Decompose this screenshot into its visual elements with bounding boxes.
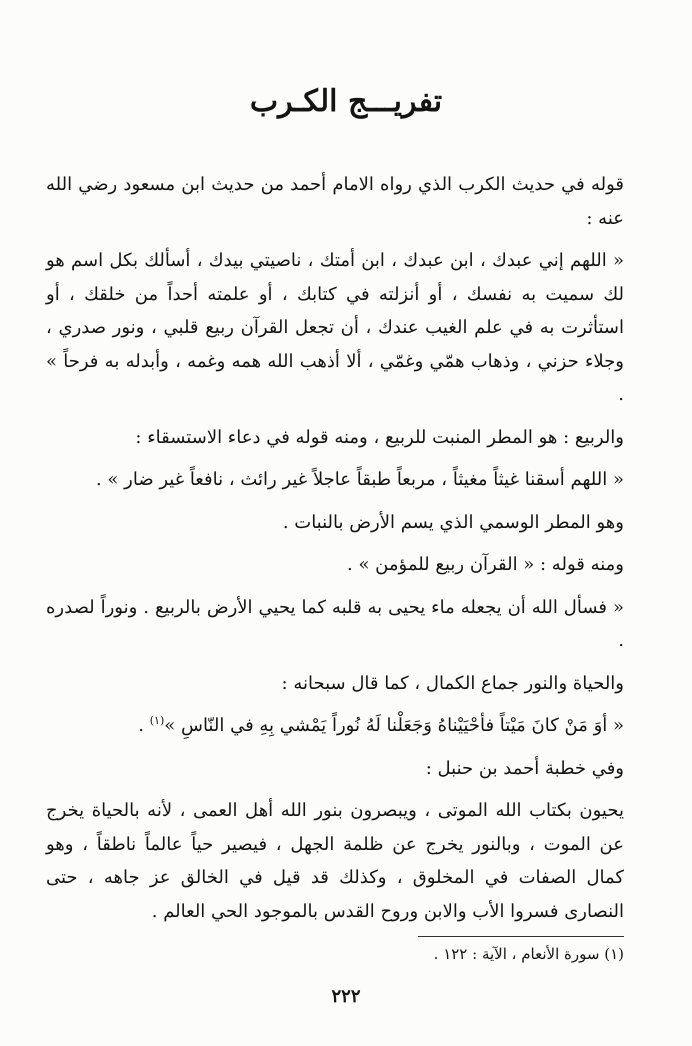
paragraph-khutba: وفي خطبة أحمد بن حنبل : <box>425 757 624 779</box>
paragraph-dua: « اللهم إني عبدك ، ابن عبدك ، ابن أمتك ، ناصيتي بيدك ، أسألك بكل اسم هو لك سميت به نفسك ، أو أنزلته في كتابك ، أو علمته أحداً من خلقك ، أو استأثرت به في علم الغيب عندك ، أن تجعل القرآن ربيع قلبي ، ونور صدري ، وجلاء حزني ، وذهاب همّي وغمّي ، ألا أذهب الله همه وغمه ، وأبدله به فرحاً » . <box>46 250 624 405</box>
paragraph-intro: قوله في حديث الكرب الذي رواه الامام أحمد من حديث ابن مسعود رضي الله عنه : <box>46 174 624 229</box>
footnote-divider <box>418 936 624 937</box>
quran-verse-end: . <box>138 715 144 736</box>
paragraph-quran-verse <box>46 709 624 743</box>
paragraph-rabi: والربيع : هو المطر المنبت للربيع ، ومنه قوله في دعاء الاستسقاء : <box>135 426 624 448</box>
paragraph-yahya: « فسأل الله أن يجعله ماء يحيى به قلبه كما يحيي الأرض بالربيع . ونوراً لصدره . <box>46 596 624 651</box>
chapter-title: تفريـــج الكـرب <box>249 84 443 119</box>
paragraph-istisqa: « اللهم أسقنا غيثاً مغيثاً ، مربعاً طبقاً عاجلاً غير رائث ، نافعاً غير ضار » . <box>95 469 624 490</box>
paragraph-kamal: والحياة والنور جماع الكمال ، كما قال سبحانه : <box>281 672 624 694</box>
footnote: (١) سورة الأنعام ، الآية : ١٢٢ . <box>433 945 624 963</box>
quran-verse-text: « أوَ مَنْ كانَ مَيْتاً فأحْيَيْناهُ وَجَعَلْنا لَهُ نُوراً يَمْشي بِهِ في النّاسِ » <box>164 715 624 736</box>
paragraph-quran-rabi: ومنه قوله : « القرآن ربيع للمؤمن » . <box>347 554 624 575</box>
footnote-marker: (١) <box>149 714 165 727</box>
paragraph-wasmi: وهو المطر الوسمي الذي يسم الأرض بالنبات . <box>282 511 624 533</box>
page-number: ٢٢٢ <box>331 986 361 1007</box>
body-text <box>46 168 624 928</box>
paragraph-yuhyun: يحيون بكتاب الله الموتى ، ويبصرون بنور الله أهل العمى ، لأنه بالحياة يخرج عن الموت ، وبالنور يخرج عن ظلمة الجهل ، فيصير حياً عالماً ناطقاً ، وهو كمال الصفات في المخلوق ، وكذلك قد قيل في الخالق عز جاهه ، حتى النصارى فسروا الأب والابن وروح القدس بالموجود الحي العالم . <box>46 800 624 922</box>
